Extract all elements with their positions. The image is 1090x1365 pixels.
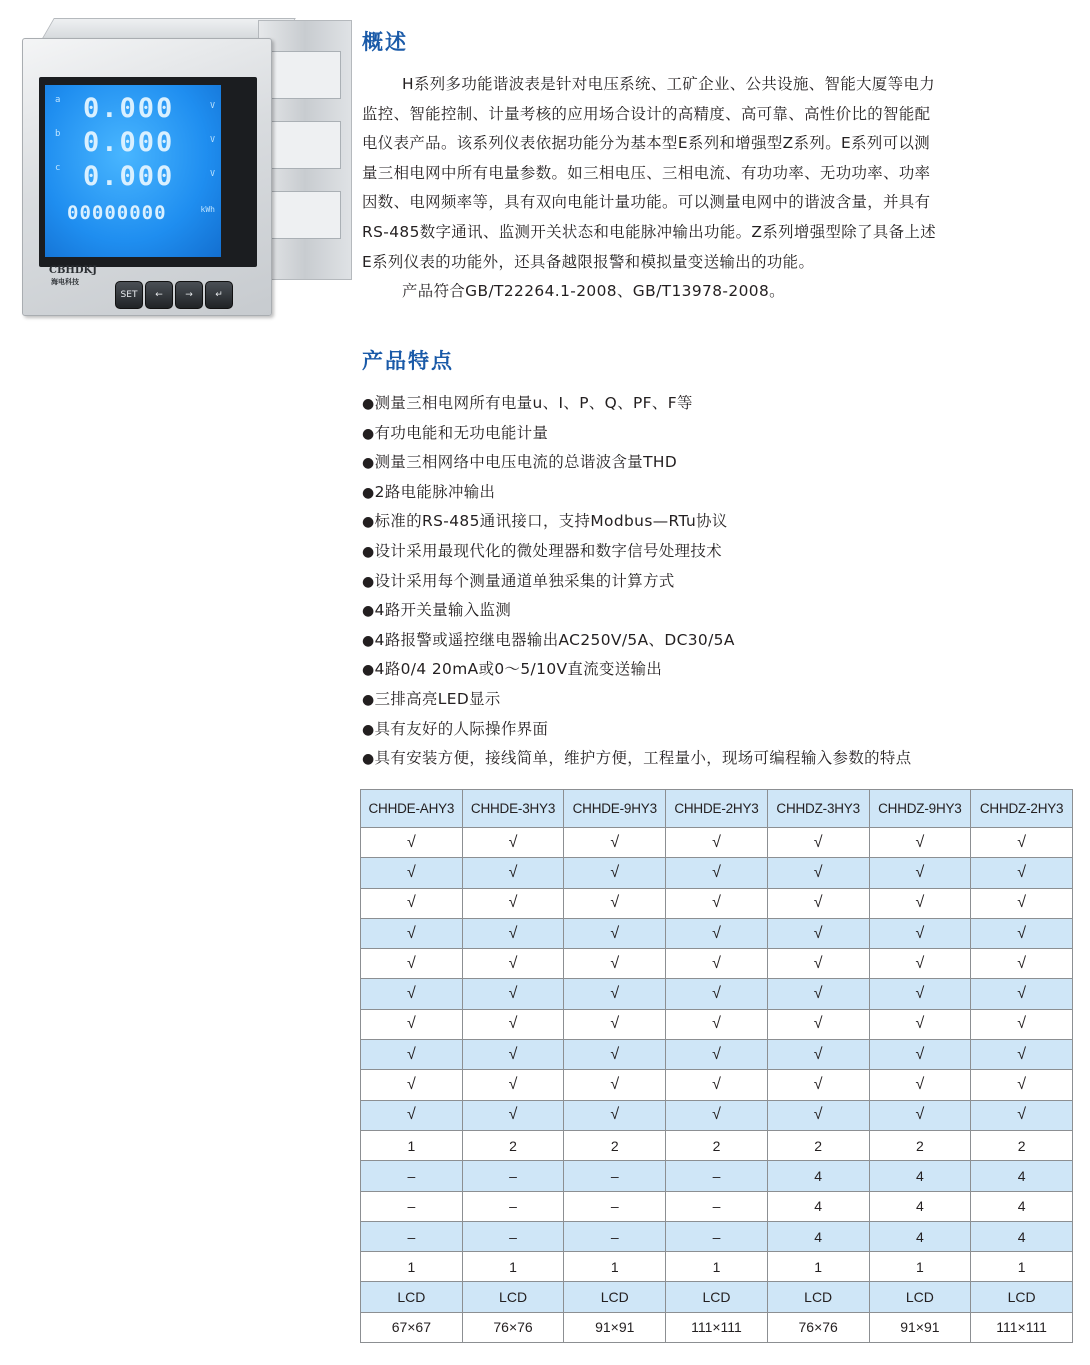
table-row (361, 1252, 1073, 1282)
column-header: CHHDZ-3HY3 (767, 790, 869, 828)
table-cell: LCD (971, 1282, 1073, 1312)
table-cell: 2 (564, 1130, 666, 1160)
table-cell: LCD (462, 1282, 564, 1312)
feature-text: 具有友好的人际操作界面 (374, 719, 549, 738)
overview-line: 监控、智能控制、计量考核的应用场合设计的高精度、高可靠、高性价比的智能配 (362, 104, 931, 123)
table-cell: √ (361, 949, 463, 979)
table-cell: – (564, 1221, 666, 1251)
table-cell: 111×111 (971, 1312, 1073, 1342)
lcd-unit: V (210, 101, 215, 110)
table-cell: √ (361, 828, 463, 858)
table-cell: √ (361, 1040, 463, 1070)
table-cell: √ (361, 1100, 463, 1130)
feature-item (362, 507, 1078, 537)
product-image (20, 18, 340, 300)
table-cell: √ (564, 888, 666, 918)
column-header: CHHDZ-9HY3 (869, 790, 971, 828)
table-cell: 4 (971, 1221, 1073, 1251)
feature-item (362, 685, 1078, 715)
spec-table (360, 789, 1073, 1343)
meter-bezel (22, 38, 272, 316)
table-row (361, 918, 1073, 948)
table-cell: 76×76 (462, 1312, 564, 1342)
overview-paragraph (362, 70, 1078, 307)
table-row (361, 1221, 1073, 1251)
lcd-phase-label: a (55, 95, 61, 105)
lcd-energy-unit: kWh (200, 205, 215, 214)
column-header: CHHDE-2HY3 (666, 790, 768, 828)
table-cell: √ (971, 1070, 1073, 1100)
table-cell: √ (666, 888, 768, 918)
bullet-icon: ● (362, 662, 375, 679)
table-cell: √ (564, 949, 666, 979)
table-cell: √ (666, 949, 768, 979)
table-cell: √ (971, 1100, 1073, 1130)
lcd-phase-label: c (55, 163, 61, 173)
table-cell: 4 (869, 1221, 971, 1251)
table-cell: √ (361, 1070, 463, 1100)
feature-text: 设计采用每个测量通道单独采集的计算方式 (374, 571, 675, 590)
feature-item (362, 626, 1078, 656)
lcd-unit: V (210, 169, 215, 178)
table-cell: √ (666, 1040, 768, 1070)
table-cell: √ (564, 1100, 666, 1130)
table-cell: √ (361, 858, 463, 888)
lcd-row-b (45, 127, 221, 157)
table-cell: – (462, 1161, 564, 1191)
overview-line: 产品符合GB/T22264.1-2008、GB/T13978-2008。 (402, 282, 785, 301)
overview-line: H系列多功能谐波表是针对电压系统、工矿企业、公共设施、智能大厦等电力 (402, 75, 936, 93)
table-row (361, 1312, 1073, 1342)
table-row (361, 1100, 1073, 1130)
table-cell: √ (869, 858, 971, 888)
table-cell: √ (462, 1040, 564, 1070)
bullet-icon: ● (362, 751, 375, 768)
table-cell: – (361, 1221, 463, 1251)
column-header: CHHDZ-2HY3 (971, 790, 1073, 828)
lcd-phase-label: b (55, 129, 61, 139)
bullet-icon: ● (362, 514, 375, 531)
table-cell: 1 (462, 1252, 564, 1282)
bullet-icon: ● (362, 573, 375, 590)
feature-item (362, 389, 1078, 419)
brand-subtitle: 海电科技 (51, 278, 79, 286)
table-cell: 4 (971, 1161, 1073, 1191)
table-row (361, 1009, 1073, 1039)
feature-item (362, 744, 1078, 774)
table-cell: √ (767, 858, 869, 888)
feature-text: 测量三相电网所有电量u、I、P、Q、PF、F等 (374, 394, 693, 412)
overview-line: 因数、电网频率等，具有双向电能计量功能。可以测量电网中的谐波含量，并具有 (362, 193, 931, 212)
table-cell: √ (869, 1100, 971, 1130)
table-cell: √ (462, 828, 564, 858)
table-cell: √ (361, 888, 463, 918)
overview-line: E系列仪表的功能外，还具备越限报警和模拟量变送输出的功能。 (362, 252, 815, 271)
table-header-row (361, 790, 1073, 828)
lcd-row-energy (45, 197, 221, 227)
table-cell: 2 (666, 1130, 768, 1160)
bullet-icon: ● (362, 484, 375, 501)
bullet-icon: ● (362, 396, 375, 412)
table-cell: 1 (564, 1252, 666, 1282)
table-cell: 2 (462, 1130, 564, 1160)
table-cell: 1 (971, 1252, 1073, 1282)
table-cell: √ (462, 918, 564, 948)
lcd-display (45, 85, 221, 257)
table-cell: LCD (767, 1282, 869, 1312)
table-cell: √ (971, 918, 1073, 948)
lcd-energy-value: 00000000 (67, 202, 167, 224)
table-cell: LCD (564, 1282, 666, 1312)
table-cell: √ (564, 858, 666, 888)
table-cell: LCD (361, 1282, 463, 1312)
feature-item (362, 448, 1078, 478)
table-cell: √ (666, 1070, 768, 1100)
table-cell: √ (971, 888, 1073, 918)
table-cell: – (666, 1221, 768, 1251)
table-cell: 4 (869, 1161, 971, 1191)
table-cell: √ (971, 1040, 1073, 1070)
bullet-icon: ● (362, 425, 375, 442)
table-cell: √ (462, 949, 564, 979)
table-cell: 1 (869, 1252, 971, 1282)
table-cell: √ (767, 1009, 869, 1039)
table-cell: 1 (666, 1252, 768, 1282)
table-cell: √ (971, 949, 1073, 979)
feature-text: 4路开关量输入监测 (374, 601, 512, 620)
bullet-icon: ● (362, 543, 375, 560)
feature-list (362, 389, 1078, 774)
table-cell: – (666, 1161, 768, 1191)
table-cell: 1 (361, 1252, 463, 1282)
table-cell: √ (971, 979, 1073, 1009)
table-cell: √ (767, 949, 869, 979)
table-cell: √ (767, 918, 869, 948)
table-cell: √ (666, 979, 768, 1009)
enter-key: ↵ (205, 281, 233, 309)
table-cell: – (462, 1191, 564, 1221)
lcd-value: 0.000 (83, 93, 175, 124)
table-row (361, 979, 1073, 1009)
table-cell: √ (361, 1009, 463, 1039)
table-cell: √ (666, 1100, 768, 1130)
features-title: 产品特点 (362, 349, 454, 373)
column-header: CHHDE-AHY3 (361, 790, 463, 828)
lcd-value: 0.000 (83, 161, 175, 192)
table-row (361, 828, 1073, 858)
table-cell: LCD (869, 1282, 971, 1312)
bullet-icon: ● (362, 691, 375, 708)
table-cell: √ (869, 888, 971, 918)
lcd-row-c (45, 161, 221, 191)
table-cell: √ (361, 918, 463, 948)
feature-item (362, 715, 1078, 745)
table-row (361, 1040, 1073, 1070)
table-cell: 2 (869, 1130, 971, 1160)
bullet-icon: ● (362, 721, 375, 738)
table-cell: √ (564, 1009, 666, 1039)
table-cell: – (564, 1161, 666, 1191)
feature-text: 4路0/4 20mA或0～5/10V直流变送输出 (374, 660, 663, 679)
table-row (361, 858, 1073, 888)
table-cell: √ (869, 979, 971, 1009)
bullet-icon: ● (362, 632, 375, 649)
table-cell: √ (869, 949, 971, 979)
table-row (361, 1130, 1073, 1160)
table-cell: √ (869, 828, 971, 858)
table-cell: √ (462, 858, 564, 888)
overview-line: RS-485数字通讯、监测开关状态和电能脉冲输出功能。Z系列增强型除了具备上述 (362, 222, 937, 241)
table-cell: – (462, 1221, 564, 1251)
table-cell: √ (564, 1070, 666, 1100)
table-cell: 76×76 (767, 1312, 869, 1342)
column-header: CHHDE-3HY3 (462, 790, 564, 828)
table-cell: 4 (767, 1221, 869, 1251)
terminal-slot (269, 191, 341, 239)
bullet-icon: ● (362, 455, 375, 472)
brand-logo: CBHDKJ (49, 265, 97, 276)
bullet-icon: ● (362, 603, 375, 620)
right-arrow-key: → (175, 281, 203, 309)
feature-item (362, 655, 1078, 685)
table-cell: 4 (869, 1191, 971, 1221)
feature-text: 设计采用最现代化的微处理器和数字信号处理技术 (374, 541, 723, 560)
table-cell: √ (767, 1100, 869, 1130)
table-cell: 2 (767, 1130, 869, 1160)
feature-text: 2路电能脉冲输出 (374, 482, 496, 501)
left-arrow-key: ← (145, 281, 173, 309)
table-cell: – (564, 1191, 666, 1221)
feature-item (362, 478, 1078, 508)
set-key: SET (115, 281, 143, 309)
table-cell: √ (666, 918, 768, 948)
table-row (361, 1191, 1073, 1221)
table-cell: √ (767, 828, 869, 858)
table-cell: √ (564, 918, 666, 948)
table-cell: √ (971, 828, 1073, 858)
table-cell: √ (462, 1009, 564, 1039)
table-cell: √ (767, 1040, 869, 1070)
table-row (361, 1070, 1073, 1100)
table-body (361, 828, 1073, 1343)
table-cell: 2 (971, 1130, 1073, 1160)
table-row (361, 888, 1073, 918)
terminal-slot (269, 121, 341, 169)
table-cell: 67×67 (361, 1312, 463, 1342)
table-cell: √ (361, 979, 463, 1009)
table-cell: 91×91 (869, 1312, 971, 1342)
table-cell: √ (666, 1009, 768, 1039)
table-cell: – (361, 1161, 463, 1191)
feature-item (362, 596, 1078, 626)
table-cell: √ (869, 918, 971, 948)
table-cell: 111×111 (666, 1312, 768, 1342)
table-cell: √ (462, 979, 564, 1009)
table-cell: 1 (767, 1252, 869, 1282)
overview-line: 电仪表产品。该系列仪表依据功能分为基本型E系列和增强型Z系列。E系列可以测 (362, 134, 931, 153)
table-cell: – (666, 1191, 768, 1221)
feature-text: 标准的RS-485通讯接口，支持Modbus—RTu协议 (374, 512, 728, 531)
feature-text: 有功电能和无功电能计量 (374, 423, 549, 442)
table-cell: √ (869, 1070, 971, 1100)
table-cell: √ (564, 828, 666, 858)
table-cell: √ (767, 1070, 869, 1100)
table-cell: √ (666, 828, 768, 858)
feature-item (362, 537, 1078, 567)
lcd-unit: V (210, 135, 215, 144)
table-cell: 91×91 (564, 1312, 666, 1342)
overview-title: 概述 (362, 30, 408, 54)
overview-line: 量三相电网中所有电量参数。如三相电压、三相电流、有功功率、无功功率、功率 (362, 163, 931, 182)
lcd-value: 0.000 (83, 127, 175, 158)
terminal-slot (269, 51, 341, 99)
table-cell: √ (462, 1100, 564, 1130)
table-cell: LCD (666, 1282, 768, 1312)
table-row (361, 1282, 1073, 1312)
table-cell: 4 (971, 1191, 1073, 1221)
feature-text: 测量三相网络中电压电流的总谐波含量THD (374, 453, 678, 472)
table-row (361, 949, 1073, 979)
table-cell: √ (564, 1040, 666, 1070)
meter-rear-housing (258, 20, 352, 280)
feature-text: 4路报警或遥控继电器输出AC250V/5A、DC30/5A (374, 630, 735, 649)
table-cell: √ (564, 979, 666, 1009)
table-cell: – (361, 1191, 463, 1221)
feature-text: 具有安装方便，接线简单，维护方便，工程量小，现场可编程输入参数的特点 (374, 749, 912, 768)
table-cell: 4 (767, 1191, 869, 1221)
table-cell: √ (869, 1040, 971, 1070)
table-cell: √ (869, 1009, 971, 1039)
table-row (361, 1161, 1073, 1191)
table-cell: √ (462, 888, 564, 918)
table-cell: √ (462, 1070, 564, 1100)
table-cell: √ (971, 1009, 1073, 1039)
feature-item (362, 567, 1078, 597)
table-cell: 4 (767, 1161, 869, 1191)
feature-text: 三排高亮LED显示 (374, 689, 501, 708)
column-header: CHHDE-9HY3 (564, 790, 666, 828)
table-cell: √ (767, 888, 869, 918)
table-cell: √ (971, 858, 1073, 888)
table-cell: √ (666, 858, 768, 888)
feature-item (362, 419, 1078, 449)
lcd-row-a (45, 93, 221, 123)
table-cell: 1 (361, 1130, 463, 1160)
table-cell: √ (767, 979, 869, 1009)
